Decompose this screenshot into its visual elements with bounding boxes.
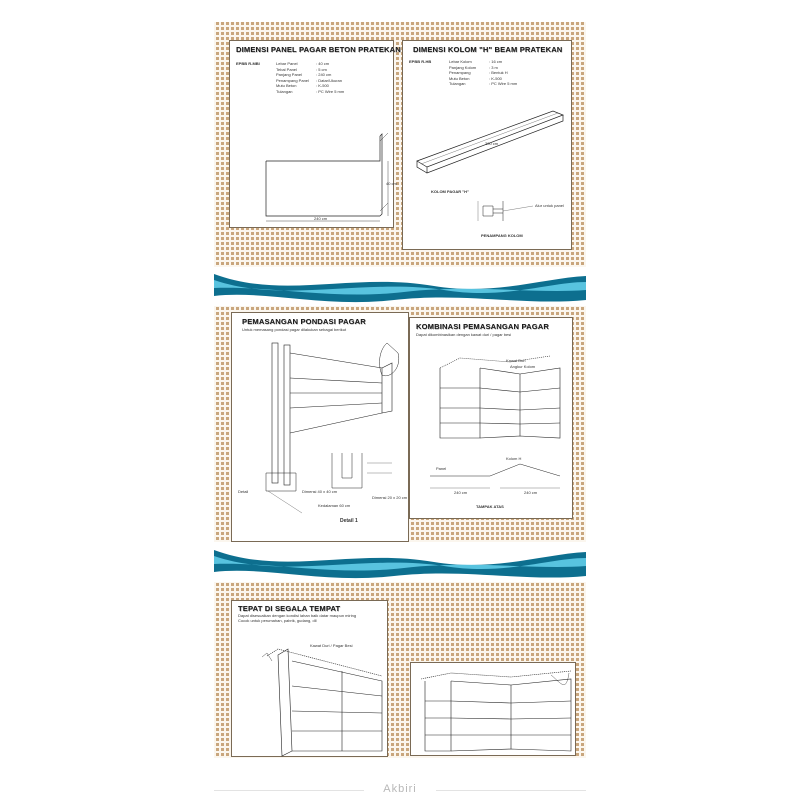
footer-watermark: Akbiri [383, 783, 417, 795]
spec-value: : 16 cm [489, 59, 503, 64]
application-title: TEPAT DI SEGALA TEMPAT [238, 604, 341, 613]
application-card [231, 600, 388, 757]
spec-value: : 3 m [489, 64, 498, 70]
application-note: Kawat Duri / Pagar Besi [310, 643, 353, 648]
foundation-detail-label: Detail 1 [340, 518, 358, 524]
spec-label: Mutu Beton [276, 83, 297, 88]
combination-card [409, 317, 573, 519]
foundation-title: PEMASANGAN PONDASI PAGAR [242, 317, 366, 326]
foundation-subtitle: Untuk memasang pondasi pagar dilakukan sebagai berikut [242, 327, 347, 332]
panel-dimension-title: DIMENSI PANEL PAGAR BETON PRATEKAN [236, 45, 401, 54]
panel-height-label: 40 cm [386, 181, 397, 186]
spec-label: Lebar Panel [276, 61, 298, 66]
spec-label: Penampang Panel [276, 77, 309, 83]
panel-code: EPBB R-MBI [236, 61, 260, 66]
spec-value: : K-500 [316, 83, 329, 88]
spec-label: Tulangan [276, 88, 293, 94]
panel-dimension-card [229, 40, 401, 228]
combination-dim-1: 240 cm [454, 490, 468, 495]
foundation-dim-3: Dimensi 20 x 20 cm [372, 495, 408, 500]
spec-value: : 5 cm [316, 66, 327, 72]
foundation-card [231, 312, 409, 542]
application-subtitle-2: Cocok untuk perumahan, pabrik, gudang, dll [238, 618, 317, 623]
column-caption: PENAMPANG KOLOM [481, 233, 523, 238]
column-length-label: 300 cm [485, 141, 499, 146]
wave-banner [214, 270, 586, 306]
application-drawing-2 [411, 663, 575, 755]
spec-value: : Bentuk H [489, 70, 508, 75]
section-2 [214, 270, 586, 542]
panel-drawing [230, 41, 393, 227]
column-note: Alur untuk panel [535, 203, 564, 208]
spec-label: Penampang [449, 70, 471, 75]
spec-value: : PC Wire 5 mm [489, 81, 518, 86]
combination-label-3: Panel [436, 466, 447, 471]
spec-label: Panjang Kolom [449, 64, 477, 70]
spec-label: Lebar Kolom [449, 59, 472, 64]
combination-dim-2: 240 cm [524, 490, 538, 495]
column-dimension-title: DIMENSI KOLOM "H" BEAM PRATEKAN [413, 45, 563, 54]
combination-caption: TAMPAK ATAS [476, 504, 504, 509]
combination-subtitle: Dapat dikombinasikan dengan kawat duri / pagar besi [416, 332, 512, 337]
spec-label: Tebal Panel [276, 66, 297, 72]
spec-label: Panjang Panel [276, 72, 303, 77]
spec-value: : 240 cm [316, 72, 332, 77]
spec-label: Mutu Beton [449, 75, 470, 81]
spec-value: : PC Wire 5 mm [316, 88, 345, 94]
column-dimension-card [402, 40, 572, 250]
column-section-label: KOLOM PAGAR "H" [431, 189, 469, 194]
combination-label-2: Angkur Kolom [510, 364, 536, 369]
spec-value: : Datar/Ukuran [316, 77, 343, 83]
application-drawing [232, 601, 387, 756]
section-3 [214, 546, 586, 758]
panel-length-label: 240 cm [314, 216, 328, 221]
spec-label: Tulangan [449, 81, 466, 86]
spec-value: : 40 cm [316, 61, 330, 66]
application-image-card [410, 662, 576, 756]
column-code: EPBB R-HB [409, 59, 432, 64]
wave-banner [214, 546, 586, 582]
foundation-left-label: Detail [238, 489, 249, 494]
section-1 [214, 22, 586, 267]
application-subtitle: Dapat disesuaikan dengan kondisi lahan baik datar maupun miring [238, 613, 357, 618]
combination-drawing [410, 318, 572, 518]
combination-label-4: Kolom H [506, 456, 522, 461]
combination-title: KOMBINASI PEMASANGAN PAGAR [416, 322, 549, 331]
foundation-dim-2: Kedalaman 60 cm [318, 503, 351, 508]
combination-label-1: Kawat Duri [506, 358, 526, 363]
foundation-dim-1: Dimensi 40 x 40 cm [302, 489, 338, 494]
spec-value: : K-500 [489, 75, 502, 81]
